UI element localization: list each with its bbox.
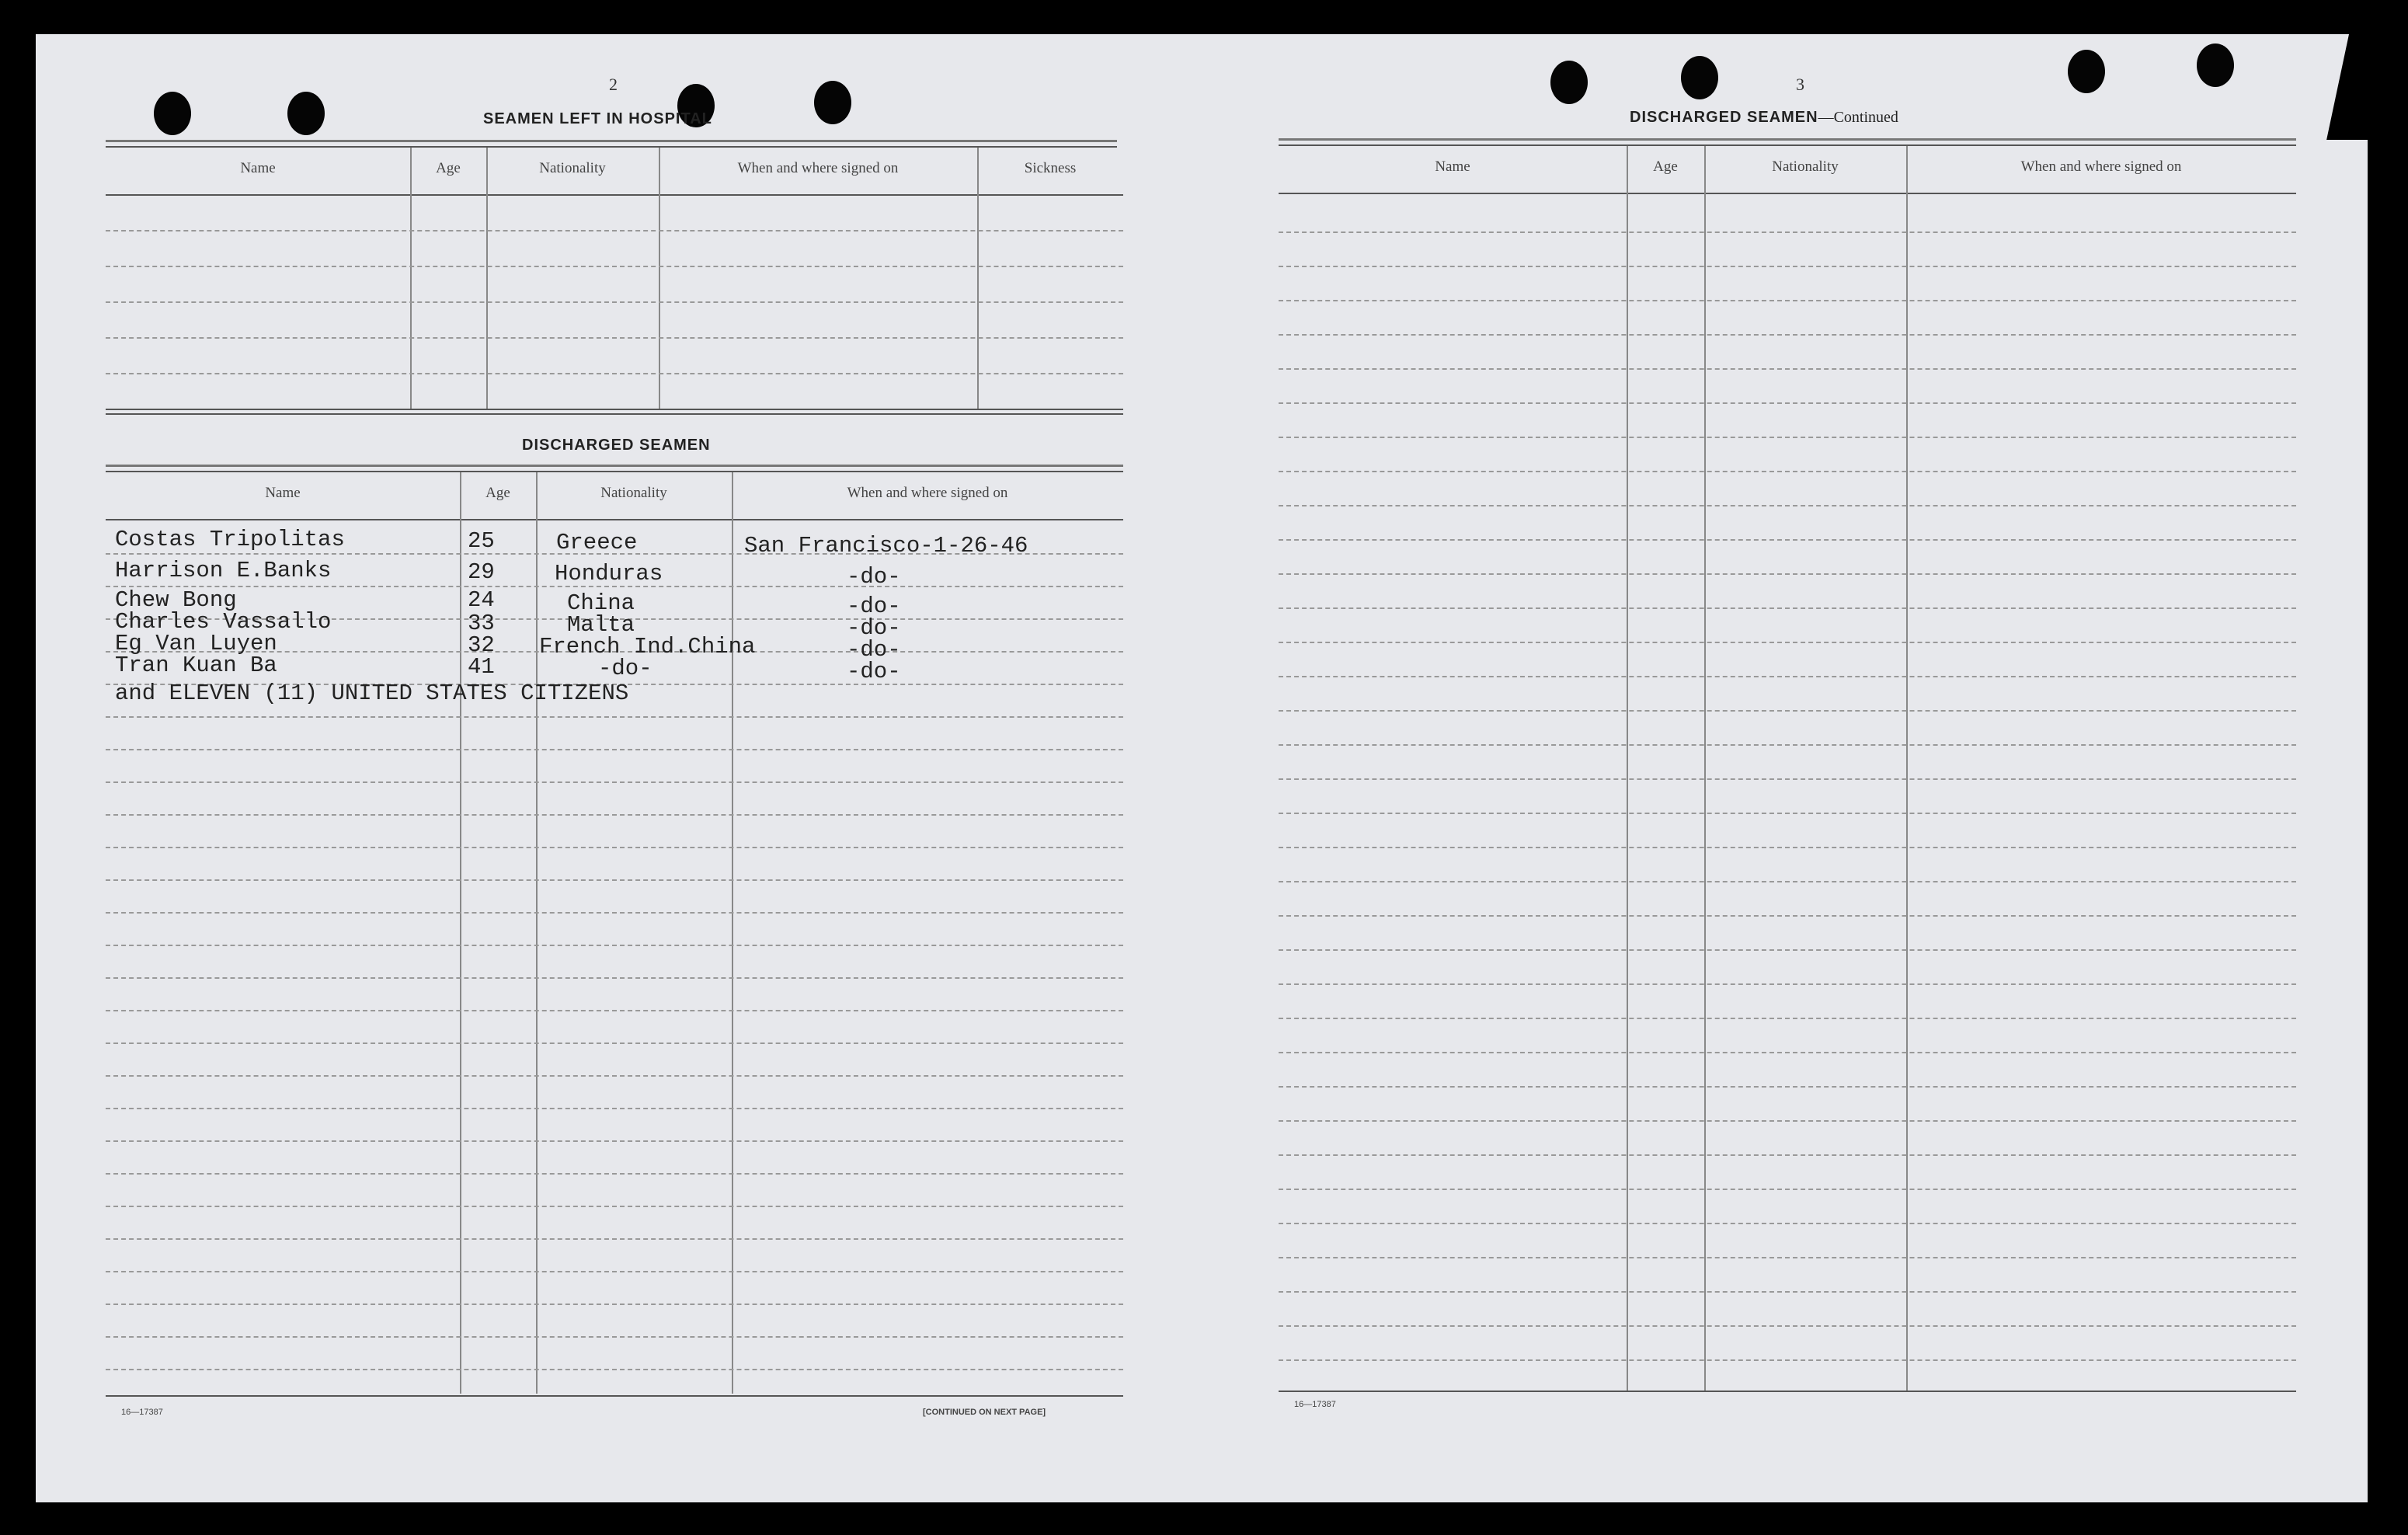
punch-hole [2068, 50, 2105, 93]
column-divider [659, 148, 660, 409]
hospital-header-sickness: Sickness [1024, 160, 1077, 176]
punch-hole [287, 92, 325, 135]
rule [106, 519, 1123, 520]
seaman-name: Costas Tripolitas [115, 527, 345, 552]
punch-hole [2197, 44, 2234, 87]
rule [106, 409, 1123, 410]
document-sheet [36, 34, 2368, 1502]
form-number: 16—17387 [1294, 1400, 1336, 1409]
summary-line: and ELEVEN (11) UNITED STATES CITIZENS [115, 680, 629, 706]
seaman-name: Tran Kuan Ba [115, 653, 277, 678]
seaman-nationality: Honduras [555, 561, 663, 587]
hospital-header-signed-on: When and where signed on [737, 160, 899, 176]
discharged-section-title: DISCHARGED SEAMEN [522, 437, 711, 454]
column-divider [410, 148, 412, 409]
continued-note: [CONTINUED ON NEXT PAGE] [923, 1408, 1046, 1417]
column-divider [486, 148, 488, 409]
rule [1279, 1391, 2296, 1392]
punch-hole [814, 81, 851, 124]
seaman-nationality: Greece [556, 530, 638, 555]
ruled-line [106, 230, 1123, 231]
seaman-signed-on: San Francisco-1-26-46 [744, 533, 1028, 559]
column-divider [977, 148, 979, 409]
ruled-line [106, 373, 1123, 374]
ruled-line [106, 266, 1123, 267]
title-continued: —Continued [1818, 109, 1898, 126]
title-main: DISCHARGED SEAMEN [1630, 109, 1818, 126]
seaman-signed-on: -do- [847, 659, 901, 684]
header-age: Age [1653, 158, 1678, 175]
seaman-age: 25 [468, 528, 495, 554]
column-divider [1704, 146, 1706, 1392]
seaman-name: Eg Van Luyen [115, 631, 277, 656]
seaman-nationality: China [567, 590, 635, 616]
page-number: 2 [609, 75, 618, 94]
rule [1279, 138, 2296, 141]
seaman-age: 32 [468, 632, 495, 658]
seaman-signed-on: -do- [847, 564, 901, 590]
rule [106, 146, 1117, 148]
column-divider [1627, 146, 1628, 1392]
punch-hole [1550, 61, 1588, 104]
column-divider [732, 472, 733, 1394]
seaman-name: Charles Vassallo [115, 609, 332, 635]
column-divider [536, 472, 538, 1394]
ruled-line [106, 301, 1123, 303]
page-number: 3 [1796, 75, 1804, 94]
seaman-signed-on: -do- [847, 593, 901, 619]
rule [1279, 193, 2296, 194]
rule [106, 140, 1117, 142]
seaman-age: 33 [468, 611, 495, 636]
seaman-name: Chew Bong [115, 587, 237, 613]
form-number: 16—17387 [121, 1408, 163, 1417]
seaman-age: 41 [468, 654, 495, 680]
header-nationality: Nationality [1772, 158, 1839, 175]
seaman-nationality: Malta [567, 612, 635, 638]
hospital-section-title: SEAMEN LEFT IN HOSPITAL [483, 110, 712, 127]
seaman-signed-on: -do- [847, 637, 901, 663]
hospital-header-name: Name [240, 160, 276, 176]
discharged-header-signed-on: When and where signed on [847, 485, 1008, 501]
hospital-header-nationality: Nationality [539, 160, 606, 176]
rule [106, 413, 1123, 415]
discharged-header-age: Age [485, 485, 510, 501]
rule [106, 471, 1123, 472]
rule [106, 1395, 1123, 1397]
column-divider [460, 472, 461, 1394]
page-title [1630, 109, 1898, 127]
seaman-signed-on: -do- [847, 615, 901, 641]
rule [106, 465, 1123, 467]
header-name: Name [1435, 158, 1470, 175]
hospital-header-age: Age [436, 160, 461, 176]
seaman-nationality: French Ind.China [539, 634, 756, 660]
rule [1279, 144, 2296, 146]
seaman-name: Harrison E.Banks [115, 558, 332, 583]
seaman-age: 24 [468, 587, 495, 613]
header-signed-on: When and where signed on [2020, 158, 2182, 175]
column-divider [1906, 146, 1908, 1392]
rule [106, 194, 1123, 196]
punch-hole [154, 92, 191, 135]
discharged-header-nationality: Nationality [600, 485, 667, 501]
discharged-header-name: Name [265, 485, 301, 501]
seaman-age: 29 [468, 559, 495, 585]
ruled-line [106, 337, 1123, 339]
seaman-nationality: -do- [598, 656, 652, 681]
punch-hole [1681, 56, 1718, 99]
